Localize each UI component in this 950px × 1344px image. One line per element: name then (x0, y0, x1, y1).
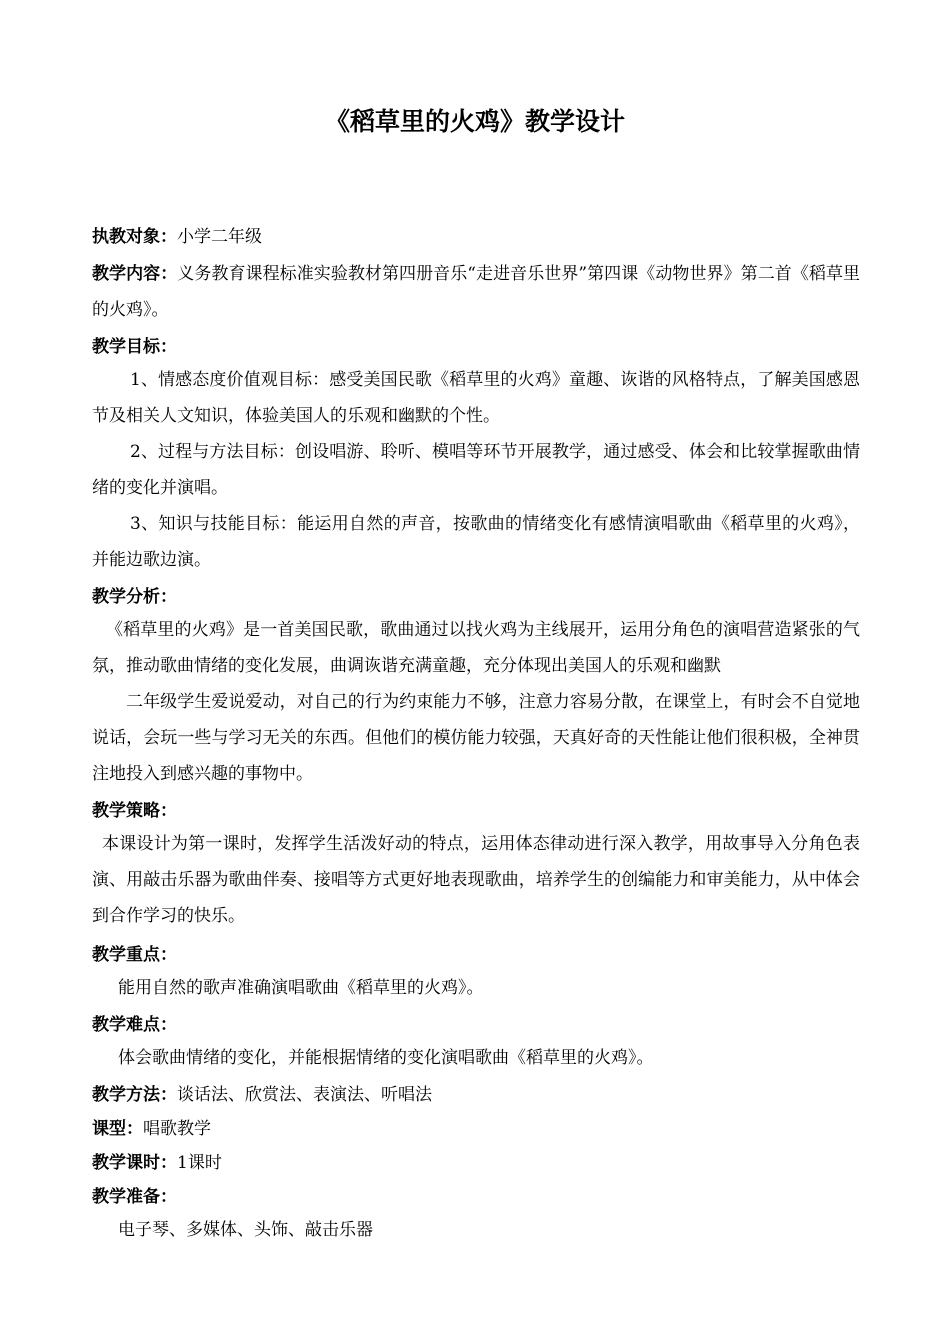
analysis-paragraph-1: 《稻草里的火鸡》是一首美国民歌，歌曲通过以找火鸡为主线展开，运用分角色的演唱营造紧张的气氛，推动歌曲情绪的变化发展，曲调诙谐充满童趣，充分体现出美国人的乐观和幽默 (92, 620, 860, 676)
lesson-type-line (92, 1114, 860, 1144)
method-label: 教学方法： (92, 1085, 177, 1105)
hours-line (92, 1148, 860, 1178)
target-value: 小学二年级 (177, 227, 262, 247)
target-label: 执教对象： (92, 227, 177, 247)
difficulty-heading: 教学难点： (92, 1015, 177, 1035)
preparation-heading: 教学准备： (92, 1187, 177, 1207)
goal-item-2: 2、过程与方法目标：创设唱游、聆听、模唱等环节开展教学，通过感受、体会和比较掌握歌曲情绪的变化并演唱。 (92, 442, 860, 498)
document-body (92, 222, 860, 1248)
goals-heading: 教学目标： (92, 337, 177, 357)
strategy-paragraph: 本课设计为第一课时，发挥学生活泼好动的特点，运用体态律动进行深入教学，用故事导入分角色表演、用敲击乐器为歌曲伴奏、接唱等方式更好地表现歌曲，培养学生的创编能力和审美能力，从中体会到合作学习的快乐。 (92, 834, 860, 926)
difficulty-paragraph: 体会歌曲情绪的变化，并能根据情绪的变化演唱歌曲《稻草里的火鸡》。 (118, 1048, 654, 1068)
preparation-paragraph: 电子琴、多媒体、头饰、敲击乐器 (118, 1220, 373, 1240)
hours-value: 1课时 (177, 1153, 222, 1173)
strategy-heading: 教学策略： (92, 801, 177, 821)
analysis-heading: 教学分析： (92, 587, 177, 607)
hours-label: 教学课时： (92, 1153, 177, 1173)
key-point-paragraph: 能用自然的歌声准确演唱歌曲《稻草里的火鸡》。 (118, 978, 484, 998)
lesson-type-value: 唱歌教学 (143, 1119, 211, 1139)
method-value: 谈话法、欣赏法、表演法、听唱法 (177, 1085, 432, 1105)
lesson-type-label: 课型： (92, 1119, 143, 1139)
content-label: 教学内容： (92, 264, 178, 284)
method-line (92, 1080, 860, 1110)
document-title: 《稻草里的火鸡》教学设计 (324, 107, 625, 136)
goal-item-3: 3、知识与技能目标：能运用自然的声音，按歌曲的情绪变化有感情演唱歌曲《稻草里的火鸡》，并能边歌边演。 (92, 514, 860, 570)
analysis-paragraph-2: 二年级学生爱说爱动，对自己的行为约束能力不够，注意力容易分散，在课堂上，有时会不自觉地说话，会玩一些与学习无关的东西。但他们的模仿能力较强，天真好奇的天性能让他们很积极，全神贯注地投入到感兴趣的事物中。 (92, 692, 860, 784)
key-point-heading: 教学重点： (92, 945, 177, 965)
content-paragraph (92, 256, 860, 328)
content-value: 义务教育课程标准实验教材第四册音乐“走进音乐世界”第四课《动物世界》第二首《稻草里的火鸡》。 (92, 264, 860, 320)
target-line (92, 222, 860, 252)
goal-item-1: 1、情感态度价值观目标：感受美国民歌《稻草里的火鸡》童趣、诙谐的风格特点，了解美国感恩节及相关人文知识，体验美国人的乐观和幽默的个性。 (92, 370, 860, 426)
